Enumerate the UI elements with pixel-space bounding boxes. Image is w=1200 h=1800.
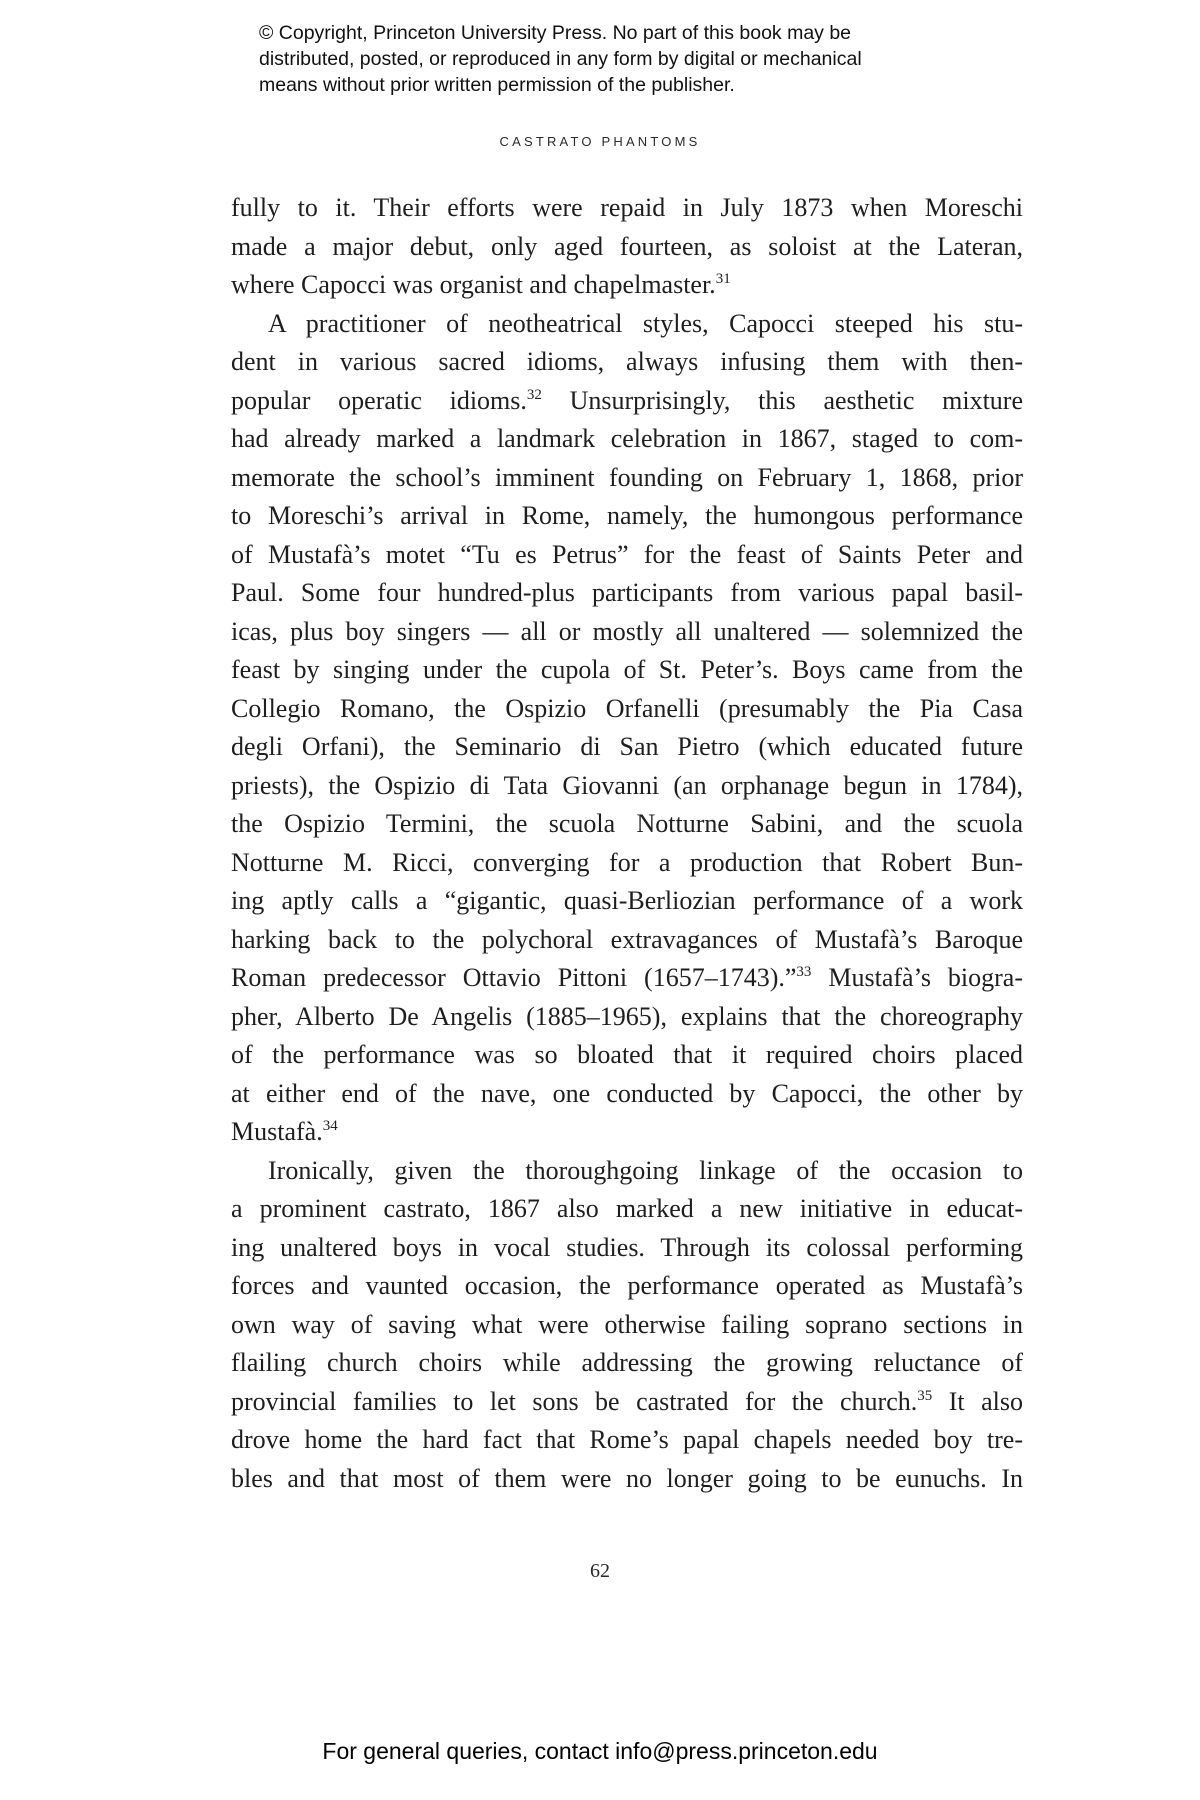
running-head: CASTRATO PHANTOMS — [499, 134, 701, 149]
footnote-marker: 32 — [526, 386, 542, 403]
text-line: Ironically, given the thoroughgoing linkage of the occasion to — [268, 1155, 1023, 1185]
text-line: of Mustafà’s motet “Tu es Petrus” for the feast of Saints Peter and — [231, 539, 1023, 569]
text-line: Roman predecessor Ottavio Pittoni (1657–1743).”$^{33}$ Mustafà’s biogra- — [231, 963, 1023, 992]
text-line: of the performance was so bloated that it required choirs placed — [231, 1040, 1023, 1069]
footnote-marker: 35 — [917, 1387, 933, 1404]
text-line: flailing church choirs while addressing the growing reluctance of — [231, 1348, 1023, 1377]
copyright-line: © Copyright, Princeton University Press. No part of this book may be — [259, 22, 852, 44]
text-line: to Moreschi’s arrival in Rome, namely, the humongous performance — [231, 501, 1023, 530]
footer-contact: For general queries, contact info@press.princeton.edu — [322, 1738, 878, 1764]
text-line: drove home the hard fact that Rome’s papal chapels needed boy tre- — [231, 1425, 1023, 1454]
footnote-marker: 33 — [796, 964, 812, 980]
copyright-line: distributed, posted, or reproduced in any form by digital or mechanical — [259, 48, 862, 70]
text-line: made a major debut, only aged fourteen, as soloist at the Lateran, — [231, 231, 1023, 261]
text-line: ing unaltered boys in vocal studies. Through its colossal performing — [231, 1232, 1023, 1262]
text-line: had already marked a landmark celebration in 1867, staged to com- — [231, 424, 1023, 453]
text-line: Collegio Romano, the Ospizio Orfanelli (presumably the Pia Casa — [231, 693, 1023, 723]
text-line: memorate the school’s imminent founding on February 1, 1868, prior — [231, 462, 1023, 492]
text-line: a prominent castrato, 1867 also marked a new initiative in educat- — [231, 1194, 1023, 1223]
text-line: pher, Alberto De Angelis (1885–1965), explains that the choreography — [231, 1001, 1023, 1031]
text-line: Paul. Some four hundred-plus participants from various papal basil- — [231, 578, 1023, 607]
text-line: dent in various sacred idioms, always infusing them with then- — [231, 347, 1023, 376]
text-line: harking back to the polychoral extravagances of Mustafà’s Baroque — [231, 924, 1023, 954]
text-line: at either end of the nave, one conducted by Capocci, the other by — [231, 1078, 1023, 1108]
copyright-notice — [259, 20, 1019, 98]
page-number: 62 — [590, 1560, 610, 1582]
text-line: own way of saving what were otherwise failing soprano sections in — [231, 1309, 1023, 1339]
text-line: where Capocci was organist and chapelmaster.$^{31}$ — [231, 270, 731, 299]
copyright-line: means without prior written permission of the publisher. — [259, 74, 735, 96]
text-line: forces and vaunted occasion, the performance operated as Mustafà’s — [231, 1271, 1023, 1300]
text-line: provincial families to let sons be castrated for the church.$^{35}$ It also — [231, 1386, 1023, 1416]
text-line: priests), the Ospizio di Tata Giovanni (an orphanage begun in 1784), — [231, 770, 1023, 800]
text-line: icas, plus boy singers — all or mostly all unaltered — solemnized the — [231, 616, 1023, 646]
text-line: Notturne M. Ricci, converging for a production that Robert Bun- — [231, 847, 1023, 877]
text-line: Mustafà.$^{34}$ — [231, 1117, 338, 1146]
text-line: degli Orfani), the Seminario di San Pietro (which educated future — [231, 732, 1023, 761]
text-line: bles and that most of them were no longer going to be eunuchs. In — [231, 1463, 1023, 1493]
text-line: feast by singing under the cupola of St. Peter’s. Boys came from the — [231, 655, 1023, 684]
text-line: fully to it. Their efforts were repaid in July 1873 when Moreschi — [231, 193, 1023, 222]
text-line: the Ospizio Termini, the scuola Notturne Sabini, and the scuola — [231, 809, 1023, 838]
footnote-marker: 34 — [322, 1118, 338, 1134]
text-line: A practitioner of neotheatrical styles, Capocci steeped his stu- — [268, 308, 1023, 338]
text-line: popular operatic idioms.$^{32}$ Unsurprisingly, this aesthetic mixture — [231, 385, 1023, 415]
text-line: ing aptly calls a “gigantic, quasi-Berliozian performance of a work — [231, 886, 1023, 915]
footnote-marker: 31 — [715, 271, 731, 287]
body-text — [231, 189, 1023, 1498]
